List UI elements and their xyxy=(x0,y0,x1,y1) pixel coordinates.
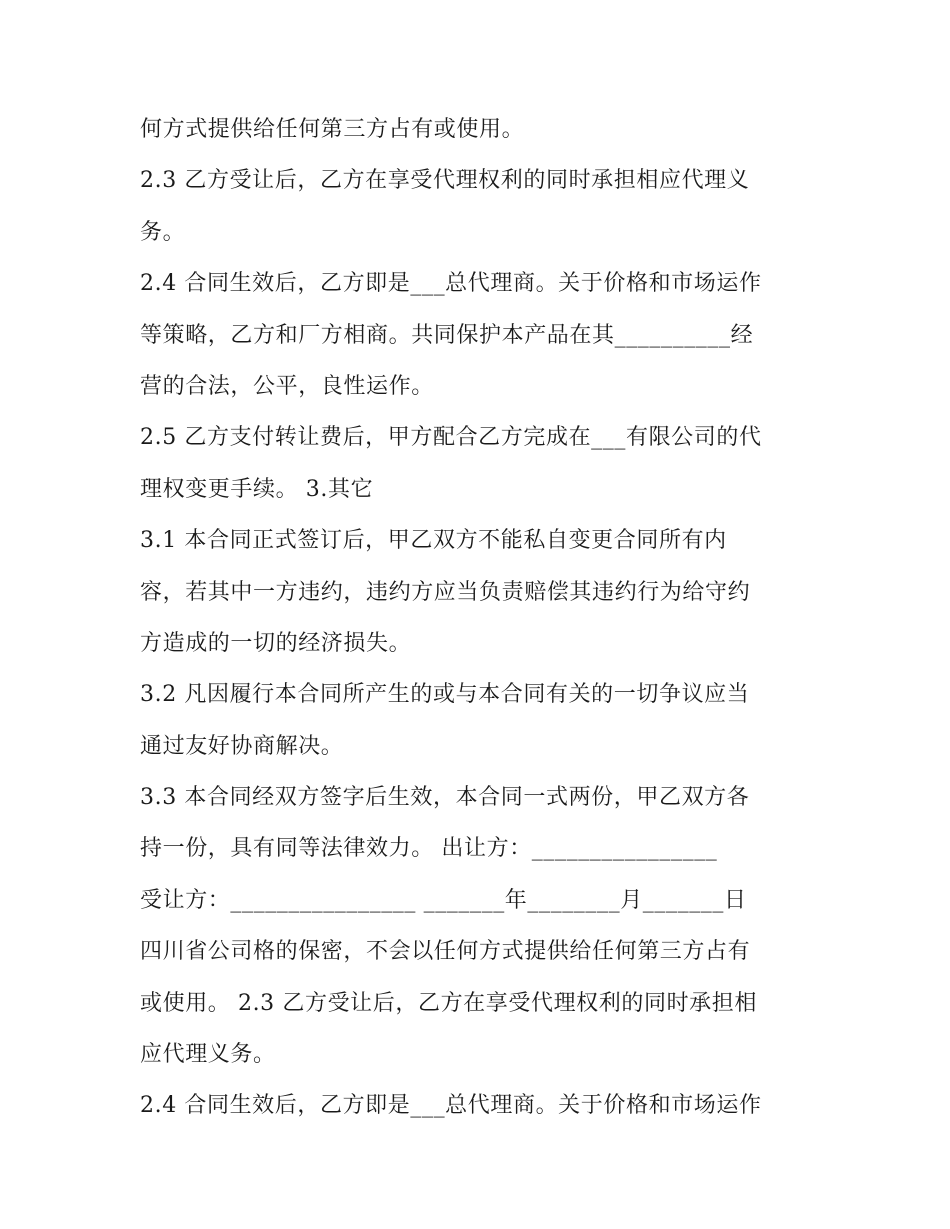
text-line: 2.4 合同生效后，乙方即是___总代理商。关于价格和市场运作 xyxy=(140,1093,762,1119)
text-line: 务。 xyxy=(140,219,186,245)
text-line: 等策略，乙方和厂方相商。共同保护本产品在其__________经 xyxy=(140,322,754,348)
text-line: 2.3 乙方受让后，乙方在享受代理权利的同时承担相应代理义 xyxy=(140,168,750,194)
text-line: 容，若其中一方违约，违约方应当负责赔偿其违约行为给守约 xyxy=(140,579,751,605)
text-line: 2.5 乙方支付转让费后，甲方配合乙方完成在___有限公司的代 xyxy=(140,425,762,451)
text-line: 通过友好协商解决。 xyxy=(140,733,344,759)
text-line: 受让方：________________ _______年________月_______日 xyxy=(140,887,747,913)
text-line: 3.1 本合同正式签订后，甲乙双方不能私自变更合同所有内 xyxy=(140,528,727,554)
text-line: 何方式提供给任何第三方占有或使用。 xyxy=(140,117,525,142)
text-line: 理权变更手续。 3.其它 xyxy=(140,476,374,502)
text-line: 应代理义务。 xyxy=(140,1042,276,1068)
text-line: 营的合法，公平，良性运作。 xyxy=(140,373,434,399)
document-body xyxy=(140,104,820,1132)
text-line: 3.3 本合同经双方签字后生效，本合同一式两份，甲乙双方各 xyxy=(140,785,750,811)
text-line: 方造成的一切的经济损失。 xyxy=(140,630,412,656)
text-line: 或使用。 2.3 乙方受让后，乙方在享受代理权利的同时承担相 xyxy=(140,990,757,1016)
text-line: 2.4 合同生效后，乙方即是___总代理商。关于价格和市场运作 xyxy=(140,271,762,297)
text-line: 持一份，具有同等法律效力。 出让方：________________ xyxy=(140,836,718,862)
text-line: 四川省公司格的保密，不会以任何方式提供给任何第三方占有 xyxy=(140,939,751,965)
text-line: 3.2 凡因履行本合同所产生的或与本合同有关的一切争议应当 xyxy=(140,682,750,708)
